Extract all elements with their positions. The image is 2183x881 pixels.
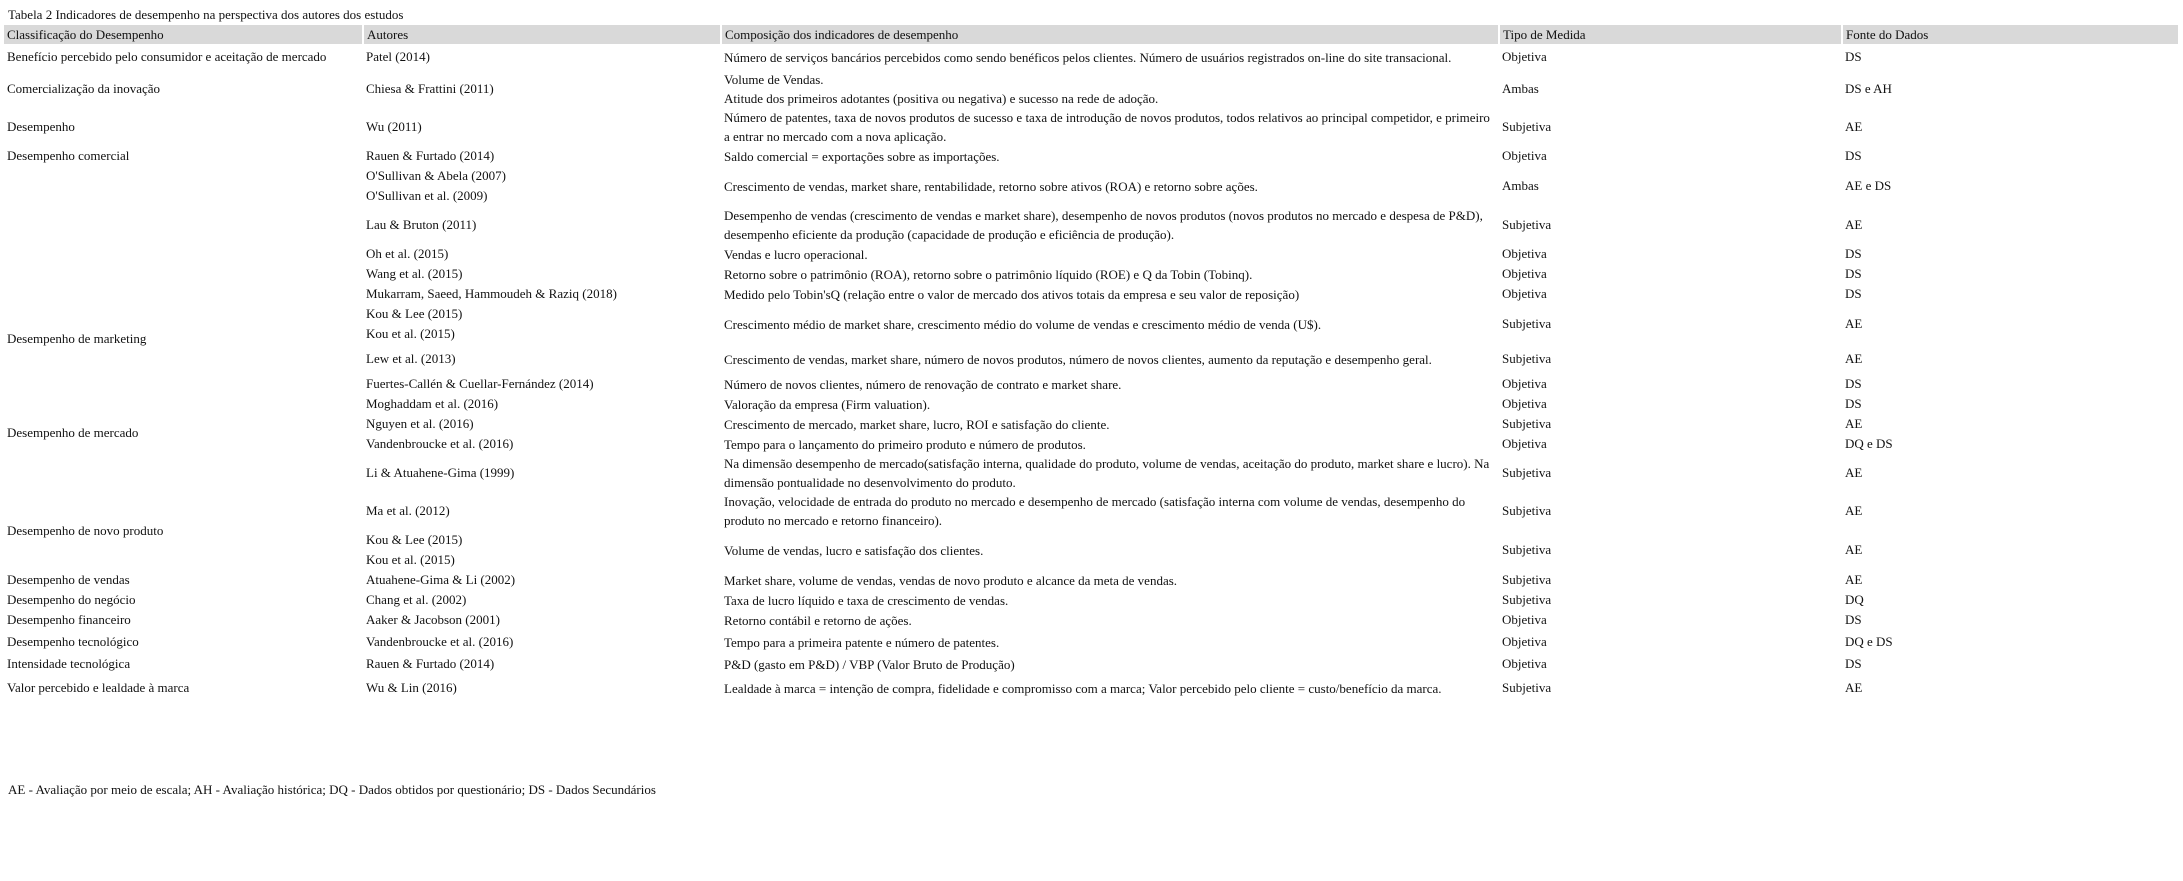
cell-fonte-dados: AE	[1845, 503, 1863, 518]
cell-composicao: Taxa de lucro líquido e taxa de crescimento de vendas.	[724, 592, 1009, 608]
cell-classificacao: Comercialização da inovação	[7, 81, 161, 96]
cell-tipo-medida: Objetiva	[1502, 148, 1547, 163]
cell-tipo-medida: Objetiva	[1502, 396, 1547, 411]
cell-tipo-medida: Objetiva	[1502, 246, 1547, 261]
cell-tipo-medida: Subjetiva	[1502, 119, 1552, 134]
cell-composicao: Tempo para o lançamento do primeiro produto e número de produtos.	[724, 436, 1086, 452]
cell-autores: Nguyen et al. (2016)	[366, 416, 474, 431]
cell-tipo-medida: Objetiva	[1502, 376, 1547, 391]
cell-autores: Lau & Bruton (2011)	[366, 217, 477, 232]
cell-composicao: Volume de vendas, lucro e satisfação dos clientes.	[724, 542, 984, 558]
cell-classificacao: Desempenho tecnológico	[7, 634, 139, 649]
cell-classificacao: Desempenho de mercado	[7, 425, 139, 440]
cell-fonte-dados: DS	[1845, 49, 1862, 64]
cell-composicao: Medido pelo Tobin'sQ (relação entre o valor de mercado dos ativos totais da empresa e seu valor de reposição)	[724, 286, 1300, 302]
cell-fonte-dados: DS	[1845, 376, 1862, 391]
cell-classificacao: Desempenho de vendas	[7, 572, 130, 587]
cell-fonte-dados: AE	[1845, 542, 1863, 557]
cell-fonte-dados: AE	[1845, 680, 1863, 695]
cell-fonte-dados: DS	[1845, 286, 1862, 301]
cell-classificacao: Desempenho	[7, 119, 75, 134]
cell-autores: Wu & Lin (2016)	[366, 680, 457, 695]
table-row	[4, 70, 2179, 108]
table-row	[4, 610, 2179, 630]
cell-tipo-medida: Subjetiva	[1502, 592, 1552, 607]
cell-autores: Vandenbroucke et al. (2016)	[366, 634, 514, 649]
cell-fonte-dados: AE	[1845, 217, 1863, 232]
cell-fonte-dados: DS	[1845, 148, 1862, 163]
cell-autores: Chiesa & Frattini (2011)	[366, 81, 494, 96]
cell-classificacao: Desempenho de novo produto	[7, 523, 164, 538]
cell-autores: Li & Atuahene-Gima (1999)	[366, 465, 515, 480]
performance-indicators-table	[4, 25, 2180, 702]
cell-composicao: Número de serviços bancários percebidos como sendo benéficos pelos clientes. Número de usuários registrados on-line do site transacional.	[724, 49, 1452, 65]
table-row	[4, 166, 2179, 206]
table-row	[4, 590, 2179, 610]
cell-composicao: Retorno sobre o patrimônio (ROA), retorno sobre o patrimônio líquido (ROE) e Q da Tobin (Tobinq).	[724, 266, 1253, 282]
header-classificacao: Classificação do Desempenho	[4, 25, 363, 44]
cell-composicao: Crescimento de vendas, market share, número de novos produtos, número de novos clientes, aumento da reputação e desempenho geral.	[724, 351, 1432, 367]
cell-tipo-medida: Objetiva	[1502, 634, 1547, 649]
cell-composicao: Valoração da empresa (Firm valuation).	[724, 396, 931, 412]
header-tipo-medida: Tipo de Medida	[1499, 25, 1842, 44]
cell-composicao: P&D (gasto em P&D) / VBP (Valor Bruto de Produção)	[724, 656, 1015, 672]
cell-tipo-medida: Objetiva	[1502, 286, 1547, 301]
cell-classificacao: Desempenho financeiro	[7, 612, 131, 627]
cell-fonte-dados: DQ e DS	[1845, 436, 1893, 451]
cell-composicao: Vendas e lucro operacional.	[724, 246, 868, 262]
cell-composicao: Número de novos clientes, número de renovação de contrato e market share.	[724, 376, 1122, 392]
cell-tipo-medida: Objetiva	[1502, 656, 1547, 671]
cell-tipo-medida: Subjetiva	[1502, 416, 1552, 431]
cell-tipo-medida: Subjetiva	[1502, 316, 1552, 331]
cell-autores: Atuahene-Gima & Li (2002)	[366, 572, 516, 587]
cell-tipo-medida: Ambas	[1502, 178, 1539, 193]
table-row	[4, 374, 2179, 394]
cell-fonte-dados: DS	[1845, 396, 1862, 411]
cell-composicao: Número de patentes, taxa de novos produtos de sucesso e taxa de introdução de novos produtos, todos relativos ao principal competidor, e primeiro a entrar no mercado com a nova aplicação.	[724, 110, 1490, 144]
cell-fonte-dados: DQ e DS	[1845, 634, 1893, 649]
cell-tipo-medida: Ambas	[1502, 81, 1539, 96]
header-fonte-dados: Fonte do Dados	[1842, 25, 2179, 44]
cell-autores: Vandenbroucke et al. (2016)	[366, 436, 514, 451]
cell-fonte-dados: DS	[1845, 246, 1862, 261]
cell-tipo-medida: Subjetiva	[1502, 351, 1552, 366]
cell-fonte-dados: DS e AH	[1845, 81, 1892, 96]
cell-classificacao: Desempenho comercial	[7, 148, 130, 163]
cell-autores: Wu (2011)	[366, 119, 422, 134]
cell-autores: Aaker & Jacobson (2001)	[366, 612, 500, 627]
cell-autores: Ma et al. (2012)	[366, 503, 450, 518]
cell-tipo-medida: Subjetiva	[1502, 503, 1552, 518]
table-row	[4, 492, 2179, 530]
cell-tipo-medida: Objetiva	[1502, 612, 1547, 627]
cell-fonte-dados: DS	[1845, 656, 1862, 671]
cell-composicao: Market share, volume de vendas, vendas de novo produto e alcance da meta de vendas.	[724, 572, 1178, 588]
cell-autores: Moghaddam et al. (2016)	[366, 396, 499, 411]
cell-fonte-dados: AE	[1845, 465, 1863, 480]
cell-tipo-medida: Subjetiva	[1502, 217, 1552, 232]
cell-classificacao: Valor percebido e lealdade à marca	[7, 680, 190, 695]
table-footnote: AE - Avaliação por meio de escala; AH - Avaliação histórica; DQ - Dados obtidos por questionário; DS - Dados Secundários	[8, 782, 656, 797]
table-row	[4, 654, 2179, 674]
cell-fonte-dados: DS	[1845, 612, 1862, 627]
cell-composicao: Na dimensão desempenho de mercado(satisfação interna, qualidade do produto, volume de vendas, aceitação do produto, market share e lucro). Na dimensão pontualidade no desenvolvimento do produto.	[724, 456, 1490, 490]
cell-autores: Oh et al. (2015)	[366, 246, 449, 261]
cell-composicao: Retorno contábil e retorno de ações.	[724, 612, 912, 628]
cell-fonte-dados: DS	[1845, 266, 1862, 281]
table-row	[4, 304, 2179, 344]
cell-classificacao: Benefício percebido pelo consumidor e aceitação de mercado	[7, 49, 327, 64]
table-caption: Tabela 2 Indicadores de desempenho na perspectiva dos autores dos estudos	[8, 7, 404, 22]
cell-classificacao: Desempenho de marketing	[7, 331, 147, 346]
cell-autores: Rauen & Furtado (2014)	[366, 148, 495, 163]
cell-autores: Rauen & Furtado (2014)	[366, 656, 495, 671]
cell-composicao: Tempo para a primeira patente e número de patentes.	[724, 634, 1000, 650]
header-row	[4, 25, 2179, 44]
table-row	[4, 108, 2179, 146]
cell-autores: Chang et al. (2002)	[366, 592, 467, 607]
table-row	[4, 630, 2179, 654]
cell-classificacao: Intensidade tecnológica	[7, 656, 131, 671]
cell-autores: O'Sullivan & Abela (2007) O'Sullivan et al. (2009)	[366, 168, 506, 203]
cell-composicao: Saldo comercial = exportações sobre as importações.	[724, 148, 1000, 164]
cell-composicao: Desempenho de vendas (crescimento de vendas e market share), desempenho de novos produtos (novos produtos no mercado e despesa de P&D), desempenho eficiente da produção (capacidade de produção e eficiência de produção).	[724, 208, 1483, 242]
cell-classificacao	[4, 166, 363, 304]
table-row	[4, 570, 2179, 590]
cell-autores: Fuertes-Callén & Cuellar-Fernández (2014)	[366, 376, 594, 391]
cell-tipo-medida: Subjetiva	[1502, 465, 1552, 480]
cell-autores: Patel (2014)	[366, 49, 430, 64]
cell-autores: Wang et al. (2015)	[366, 266, 463, 281]
cell-composicao: Lealdade à marca = intenção de compra, fidelidade e compromisso com a marca; Valor percebido pelo cliente = custo/benefício da marca.	[724, 680, 1442, 696]
cell-composicao: Crescimento de vendas, market share, rentabilidade, retorno sobre ativos (ROA) e retorno sobre ações.	[724, 178, 1258, 194]
cell-composicao: Volume de Vendas. Atitude dos primeiros adotantes (positiva ou negativa) e sucesso na rede de adoção.	[724, 72, 1159, 106]
cell-fonte-dados: AE	[1845, 416, 1863, 431]
header-composicao: Composição dos indicadores de desempenho	[721, 25, 1499, 44]
cell-autores: Kou & Lee (2015) Kou et al. (2015)	[366, 532, 463, 567]
cell-fonte-dados: AE	[1845, 572, 1863, 587]
cell-fonte-dados: AE e DS	[1845, 178, 1892, 193]
cell-autores: Lew et al. (2013)	[366, 351, 456, 366]
table-row	[4, 146, 2179, 166]
cell-composicao: Crescimento de mercado, market share, lucro, ROI e satisfação do cliente.	[724, 416, 1110, 432]
cell-tipo-medida: Subjetiva	[1502, 542, 1552, 557]
cell-composicao: Crescimento médio de market share, crescimento médio do volume de vendas e crescimento médio de venda (U$).	[724, 316, 1322, 332]
cell-tipo-medida: Objetiva	[1502, 436, 1547, 451]
cell-classificacao: Desempenho do negócio	[7, 592, 136, 607]
cell-fonte-dados: AE	[1845, 119, 1863, 134]
cell-fonte-dados: DQ	[1845, 592, 1864, 607]
header-autores: Autores	[363, 25, 721, 44]
cell-composicao: Inovação, velocidade de entrada do produto no mercado e desempenho de mercado (satisfação interna com volume de vendas, desempenho do produto no mercado e retorno financeiro).	[724, 494, 1466, 528]
cell-autores: Kou & Lee (2015) Kou et al. (2015)	[366, 306, 463, 341]
cell-tipo-medida: Subjetiva	[1502, 572, 1552, 587]
cell-tipo-medida: Objetiva	[1502, 266, 1547, 281]
cell-autores: Mukarram, Saeed, Hammoudeh & Raziq (2018)	[366, 286, 617, 301]
table-row	[4, 44, 2179, 70]
cell-fonte-dados: AE	[1845, 351, 1863, 366]
cell-tipo-medida: Subjetiva	[1502, 680, 1552, 695]
cell-fonte-dados: AE	[1845, 316, 1863, 331]
cell-tipo-medida: Objetiva	[1502, 49, 1547, 64]
table-row	[4, 674, 2179, 702]
